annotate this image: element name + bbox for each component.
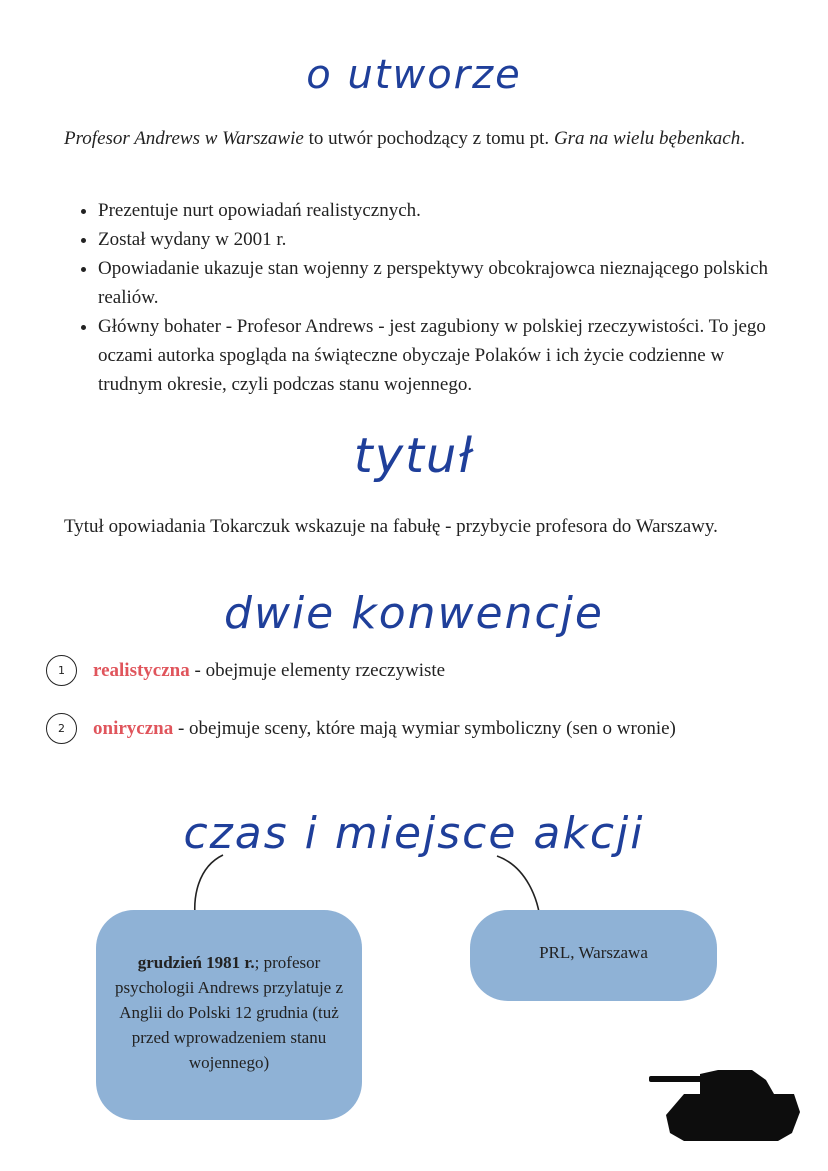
time-bold: grudzień 1981 r. [137,953,255,972]
intro-middle: to utwór pochodzący z tomu pt. [303,128,554,149]
title-paragraph: Tytuł opowiadania Tokarczuk wskazuje na fabułę - przybycie profesora do Warszawy. [64,516,718,537]
work-title: Profesor Andrews w Warszawie [64,128,304,149]
intro-paragraph [64,124,764,153]
convention-term: oniryczna [93,718,174,739]
heading-title: tytuł [353,428,475,484]
convention-desc: - obejmuje elementy rzeczywiste [189,660,446,681]
heading-time-place: czas i miejsce akcji [183,808,645,859]
number-badge: 2 [46,713,77,744]
place-box [470,910,717,1001]
list-item: • Główny bohater - Profesor Andrews - jest zagubiony w polskiej rzeczywistości. To jego oczami autorka spogląda na świąteczne obyczaje Polaków i ich życie codzienne w trudnym okresie, czyli podczas stanu wojennego. [98,312,788,399]
collection-title: Gra na wielu bębenkach [553,128,741,149]
convention-item-realistic [46,655,445,686]
number-badge: 1 [46,655,77,686]
tank-icon [649,1070,800,1141]
list-item: • Opowiadanie ukazuje stan wojenny z perspektywy obcokrajowca nieznającego polskich realiów. [98,254,788,312]
time-text: ; profesor psychologii Andrews przylatuje z Anglii do Polski 12 grudnia (tuż przed wprowadzeniem stanu wojennego) [114,953,344,1072]
convention-item-oneiric [46,713,676,744]
key-points-list [64,196,788,399]
convention-term: realistyczna [93,660,190,681]
place-text: PRL, Warszawa [539,943,648,962]
heading-about: o utworze [306,52,522,98]
convention-desc: - obejmuje sceny, które mają wymiar symboliczny (sen o wronie) [173,718,676,739]
list-item: • Prezentuje nurt opowiadań realistycznych. [98,196,788,225]
intro-end: . [740,128,745,149]
heading-conventions: dwie konwencje [224,588,604,639]
time-box [96,910,362,1120]
list-item: • Został wydany w 2001 r. [98,225,788,254]
